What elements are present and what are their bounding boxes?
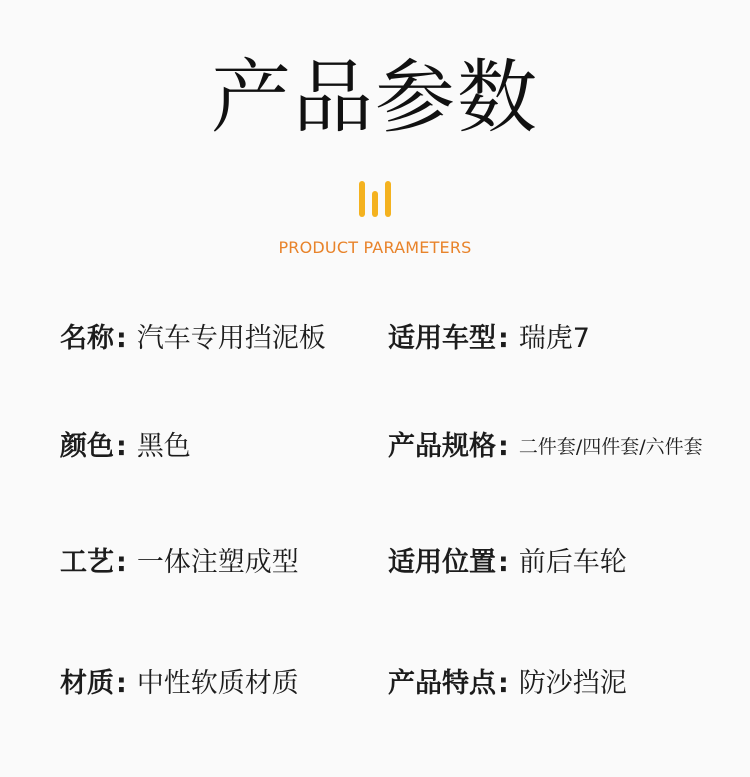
param-name xyxy=(60,321,326,357)
page-subtitle: PRODUCT PARAMETERS xyxy=(278,238,472,257)
param-material xyxy=(60,666,299,702)
param-colon: : xyxy=(498,547,509,578)
param-colon: : xyxy=(116,547,127,578)
param-colon: : xyxy=(498,323,509,354)
param-applicable-model xyxy=(388,321,590,357)
param-colon: : xyxy=(116,323,127,354)
param-label: 适用车型 xyxy=(388,323,496,354)
param-value: 黑色 xyxy=(136,431,191,462)
param-value: 二件套/四件套/六件套 xyxy=(518,436,703,458)
param-colon: : xyxy=(498,431,509,462)
param-value: 瑞虎7 xyxy=(518,323,590,354)
param-label: 材质 xyxy=(60,668,114,699)
param-color xyxy=(60,429,191,465)
param-label: 名称 xyxy=(60,323,114,354)
page-title: 产品参数 xyxy=(211,51,539,144)
param-value: 一体注塑成型 xyxy=(136,547,299,578)
param-value: 防沙挡泥 xyxy=(518,668,627,699)
param-colon: : xyxy=(116,668,127,699)
param-position xyxy=(388,545,627,581)
param-colon: : xyxy=(116,431,127,462)
param-label: 产品规格 xyxy=(388,431,496,462)
param-label: 产品特点 xyxy=(388,668,496,699)
three-bars-icon xyxy=(359,181,393,217)
param-colon: : xyxy=(498,668,509,699)
param-value: 前后车轮 xyxy=(518,547,627,578)
param-label: 适用位置 xyxy=(388,547,496,578)
ornament-bar xyxy=(372,191,378,217)
param-features xyxy=(388,666,627,702)
param-spec xyxy=(388,429,703,465)
param-process xyxy=(60,545,299,581)
param-value: 汽车专用挡泥板 xyxy=(136,323,326,354)
ornament-bar xyxy=(359,181,365,217)
param-value: 中性软质材质 xyxy=(136,668,299,699)
param-label: 颜色 xyxy=(60,431,114,462)
ornament-bar xyxy=(385,181,391,217)
param-label: 工艺 xyxy=(60,547,114,578)
